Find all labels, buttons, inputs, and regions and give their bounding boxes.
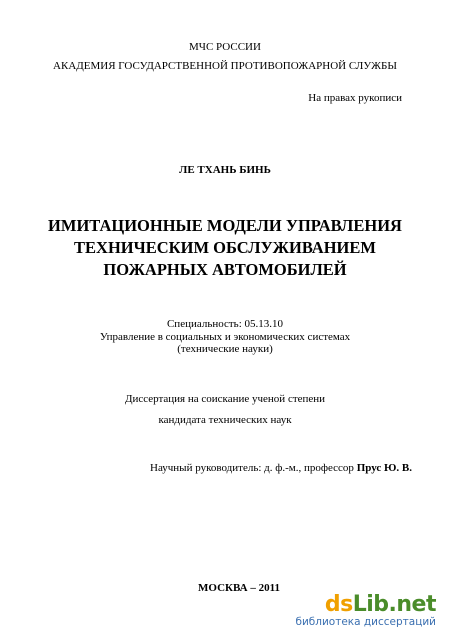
city-year [198,582,280,594]
manuscript-note: На правах рукописи [308,92,402,104]
supervisor [150,462,412,474]
degree-line-1: Диссертация на соискание ученой степени [124,393,326,405]
dslib-subtitle: библиотека диссертаций [295,616,436,628]
dslib-watermark [295,594,436,628]
title-line-2: ТЕХНИЧЕСКИМ ОБСЛУЖИВАНИЕМ [74,238,376,257]
year-fragment: 011 [264,582,280,594]
academy-name: АКАДЕМИЯ ГОСУДАРСТВЕННОЙ ПРОТИВОПОЖАРНОЙ СЛУЖБЫ [53,60,397,72]
city-label: МОСКВА – 2 [198,582,265,594]
specialty-name: Управление в социальных и экономических системах [99,331,351,343]
degree-line-2: кандидата технических наук [158,414,292,426]
supervisor-name: Прус Ю. В. [356,462,412,474]
ministry-name: МЧС РОССИИ [189,41,261,53]
supervisor-label: Научный руководитель: д. ф.-м., профессор [150,462,354,474]
dslib-logo: dsLib.net [324,592,436,617]
title-line-1: ИМИТАЦИОННЫЕ МОДЕЛИ УПРАВЛЕНИЯ [48,216,402,235]
specialty-code: Специальность: 05.13.10 [166,318,284,330]
title-line-3: ПОЖАРНЫХ АВТОМОБИЛЕЙ [103,260,347,279]
author-name: ЛЕ ТХАНЬ БИНЬ [179,164,271,176]
specialty-field: (технические науки) [177,343,273,355]
